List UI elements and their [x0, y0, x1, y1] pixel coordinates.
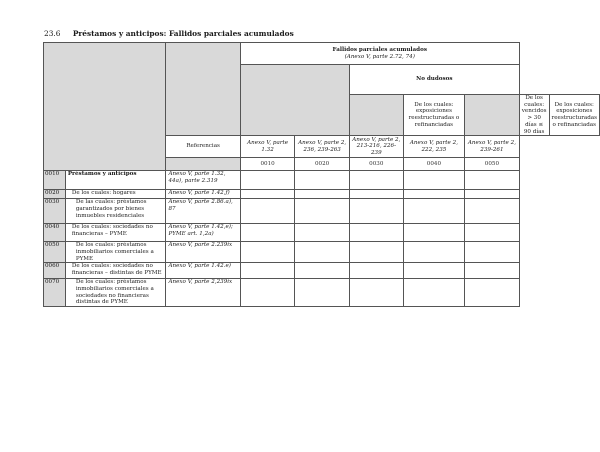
table-cell[interactable]	[403, 190, 464, 199]
row-code: 0070	[44, 279, 66, 307]
table-cell[interactable]	[240, 242, 295, 263]
row-ref: Anexo V, parte 1.42,f)	[166, 190, 240, 199]
header-dudosos-blank	[240, 65, 349, 136]
table-cell[interactable]	[240, 171, 295, 190]
col-code-3: 0030	[349, 158, 403, 171]
header-corner	[44, 43, 166, 171]
col-ref-3: Anexo V, parte 2, 213-216, 226-239	[349, 136, 403, 158]
table-cell[interactable]	[295, 242, 350, 263]
row-code: 0050	[44, 242, 66, 263]
table-cell[interactable]	[240, 279, 295, 307]
header-main	[240, 43, 519, 65]
row-code: 0020	[44, 190, 66, 199]
table-cell[interactable]	[349, 190, 403, 199]
table-row	[44, 190, 600, 199]
table-cell[interactable]	[349, 242, 403, 263]
table-cell[interactable]	[295, 224, 350, 242]
table-cell[interactable]	[240, 190, 295, 199]
row-label: De los cuales: hogares	[65, 190, 166, 199]
table-row	[44, 242, 600, 263]
row-label: De los cuales: sociedades no financieras – PYME	[65, 224, 166, 242]
table-row	[44, 171, 600, 190]
header-no-dudosos: No dudosos	[349, 65, 519, 95]
code-row-blank	[166, 158, 240, 171]
col-code-1: 0010	[240, 158, 295, 171]
table-cell[interactable]	[403, 263, 464, 279]
row-label: Préstamos y anticipos	[65, 171, 166, 190]
section-number: 23.6	[44, 29, 61, 38]
header-referencias: Referencias	[166, 136, 240, 158]
table-cell[interactable]	[349, 199, 403, 224]
header-sub-blank-2	[465, 95, 520, 136]
table-row	[44, 279, 600, 307]
header-ref-blank	[166, 43, 240, 136]
col-code-5: 0050	[465, 158, 520, 171]
table-row	[44, 199, 600, 224]
header-main-title: Fallidos parciales acumulados	[332, 46, 427, 53]
header-sub-3: De los cuales: exposiciones reestructuradas o refinanciadas	[549, 95, 599, 136]
table-cell[interactable]	[240, 263, 295, 279]
row-code: 0030	[44, 199, 66, 224]
section-heading: Préstamos y anticipos: Fallidos parciales acumulados	[72, 29, 294, 38]
table-cell[interactable]	[465, 279, 520, 307]
table-cell[interactable]	[349, 279, 403, 307]
table-cell[interactable]	[465, 199, 520, 224]
table-cell[interactable]	[403, 171, 464, 190]
header-main-ref: (Anexo V, parte 2.72, 74)	[344, 53, 415, 60]
header-sub-1: De los cuales: exposiciones reestructuradas o refinanciadas	[403, 95, 464, 136]
table-cell[interactable]	[403, 199, 464, 224]
table-cell[interactable]	[465, 242, 520, 263]
row-code: 0040	[44, 224, 66, 242]
row-ref: Anexo V, parte 1.32, 44a), parte 2.319	[166, 171, 240, 190]
row-label: De las cuales: préstamos garantizados por bienes inmuebles residenciales	[65, 199, 166, 224]
row-code: 0010	[44, 171, 66, 190]
header-sub-blank	[349, 95, 403, 136]
table-cell[interactable]	[295, 263, 350, 279]
table-cell[interactable]	[403, 279, 464, 307]
row-label: De los cuales: sociedades no financieras – distintas de PYME	[65, 263, 166, 279]
row-ref: Anexo V, parte 2,239ix	[166, 279, 240, 307]
row-ref: Anexo V, parte 2.239ix	[166, 242, 240, 263]
col-code-2: 0020	[295, 158, 350, 171]
table-cell[interactable]	[349, 171, 403, 190]
table-cell[interactable]	[465, 190, 520, 199]
col-code-4: 0040	[403, 158, 464, 171]
table-cell[interactable]	[349, 263, 403, 279]
data-table	[43, 42, 600, 307]
table-row	[44, 224, 600, 242]
table-cell[interactable]	[295, 190, 350, 199]
col-ref-2: Anexo V, parte 2, 236, 239-263	[295, 136, 350, 158]
row-code: 0060	[44, 263, 66, 279]
col-ref-5: Anexo V, parte 2, 239-261	[465, 136, 520, 158]
header-sub-2: De los cuales: vencidos > 30 días ≤ 90 días	[519, 95, 549, 136]
table-cell[interactable]	[403, 224, 464, 242]
table-cell[interactable]	[295, 199, 350, 224]
table-cell[interactable]	[465, 171, 520, 190]
row-ref: Anexo V, parte 1.42,e); PYME art. 1,2a)	[166, 224, 240, 242]
row-ref: Anexo V, parte 1.42.e)	[166, 263, 240, 279]
col-ref-4: Anexo V, parte 2, 222, 235	[403, 136, 464, 158]
row-label: De los cuales: préstamos inmobiliarios comerciales a sociedades no financieras distintas de PYME	[65, 279, 166, 307]
table-cell[interactable]	[349, 224, 403, 242]
col-ref-1: Anexo V, parte 1.32	[240, 136, 295, 158]
row-label: De los cuales: préstamos inmobiliarios comerciales a PYME	[65, 242, 166, 263]
section-title	[44, 29, 294, 38]
table-row	[44, 263, 600, 279]
table-cell[interactable]	[295, 171, 350, 190]
table-cell[interactable]	[465, 224, 520, 242]
table-cell[interactable]	[465, 263, 520, 279]
table-cell[interactable]	[240, 224, 295, 242]
table-cell[interactable]	[295, 279, 350, 307]
row-ref: Anexo V, parte 2.86.a), 87	[166, 199, 240, 224]
table-cell[interactable]	[240, 199, 295, 224]
table-cell[interactable]	[403, 242, 464, 263]
